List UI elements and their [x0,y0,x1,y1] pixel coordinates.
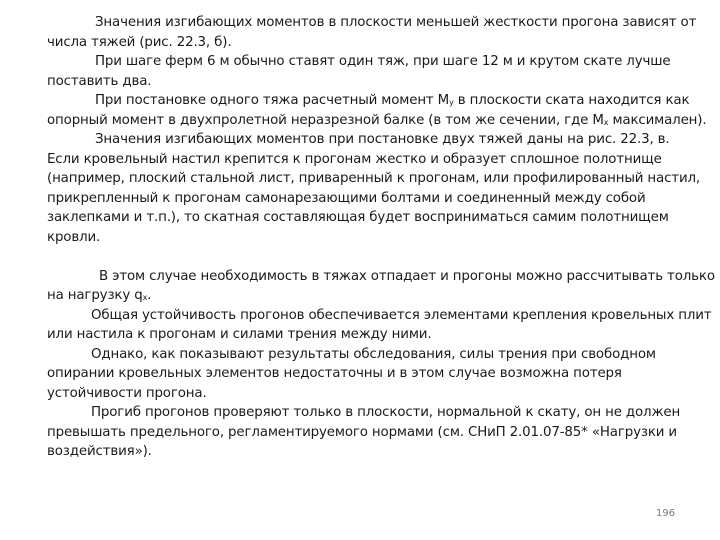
paragraph-no-rods-text-start: В этом случае необходимость в тяжах отпадает и прогоны можно рассчитывать только на нагрузку q [47,268,715,303]
paragraph-overall-stability: Общая устойчивость прогонов обеспечивается элементами крепления кровельных плит или настила к прогонам и силами трения между ними. [47,307,712,342]
paragraph-rigid-decking: Если кровельный настил крепится к прогонам жестко и образует сплошное полотнище (например, плоский стальной лист, приваренный к прогонам, или профилированный настил, прикрепленный к прогонам самонарезающими болтами и соединенный между собой заклепками и т.п.), то скатная составляющая будет восприниматься самим полотнищем кровли. [47,151,701,245]
paragraph-survey-results: Однако, как показывают результаты обследования, силы трения при свободном опирании кровельных элементов недостаточны и в этом случае возможна потеря устойчивости прогона. [47,346,656,401]
paragraph-moment-values: Значения изгибающих моментов в плоскости меньшей жесткости прогона зависят от числа тяжей (рис. 22.3, б). [47,15,697,50]
paragraph-two-rods-moment: Значения изгибающих моментов при постановке двух тяжей даны на рис. 22.3, в. [95,132,670,147]
paragraph-deflection-check: Прогиб прогонов проверяют только в плоскости, нормальной к скату, он не должен превышать предельного, регламентируемого нормами (см. СНиП 2.01.07-85* «Нагрузки и воздействия»). [47,405,681,459]
slide-text-body [47,13,715,462]
paragraph-no-rods-text-end: . [147,288,152,303]
paragraph-one-rod-text-start: При постановке одного тяжа расчетный момент M [95,93,450,108]
paragraph-no-rods-needed [47,267,715,306]
paragraph-spacer [47,247,715,267]
paragraph-one-rod-text-end: максимален). [608,112,707,128]
subscript-load-x: x [142,293,148,302]
paragraph-one-rod-moment [47,91,715,130]
paragraph-truss-spacing: При шаге ферм 6 м обычно ставят один тяж, при шаге 12 м и крутом скате лучше поставить два. [47,54,671,89]
subscript-x: x [603,117,609,127]
paragraph-one-rod-text-middle: в плоскости ската находится как опорный момент в двухпролетной неразрезной балке (в том же сечении, где M [47,93,690,128]
page-number: 196 [656,508,676,519]
subscript-y: y [449,98,454,107]
